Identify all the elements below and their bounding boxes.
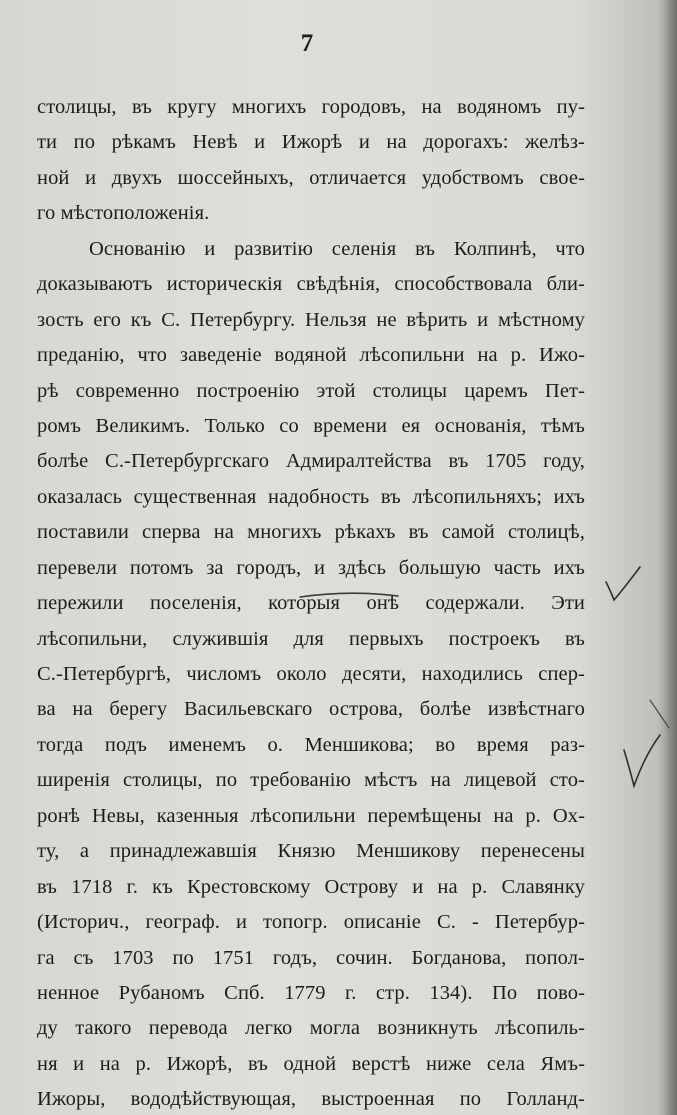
text-line: ту, а принадлежавшія Князю Меншикову перенесены [37, 840, 585, 863]
text-line: Ижоры, вододѣйствующая, выстроенная по Голланд- [37, 1088, 585, 1111]
text-line: поставили сперва на многихъ рѣкахъ въ самой столицѣ, [37, 521, 585, 544]
text-line: ня и на р. Ижорѣ, въ одной верстѣ ниже села Ямъ- [37, 1052, 585, 1075]
text-line: ненное Рубаномъ Спб. 1779 г. стр. 134). По пово- [37, 981, 585, 1004]
pencil-checkmark-icon [606, 567, 640, 600]
paragraph-start-line: Основанію и развитію селенія въ Колпинѣ, что [89, 237, 585, 260]
text-line: га съ 1703 по 1751 годъ, сочин. Богданова, попол- [37, 946, 585, 969]
body-text [37, 90, 585, 1115]
text-line: ду такого перевода легко могла возникнуть лѣсопиль- [37, 1017, 585, 1040]
text-line: рѣ современно построенію этой столицы царемъ Пет- [37, 379, 585, 402]
text-line: ширенія столицы, по требованію мѣстъ на лицевой сто- [37, 769, 585, 792]
page-edge-shadow [663, 0, 677, 1115]
text-line: ной и двухъ шоссейныхъ, отличается удобствомъ свое- [37, 166, 585, 189]
text-line-underlined-phrase: С.-Петербургѣ, числомъ около десяти, находились спер- [37, 663, 585, 685]
pencil-checkmark-icon [624, 735, 660, 786]
text-line: столицы, въ кругу многихъ городовъ, на водяномъ пу- [37, 96, 585, 118]
text-line: ронѣ Невы, казенныя лѣсопильни перемѣщены на р. Ох- [37, 804, 585, 827]
text-line: ти по рѣкамъ Невѣ и Ижорѣ и на дорогахъ: желѣз- [37, 131, 585, 154]
text-line: оказалась существенная надобность въ лѣсопильняхъ; ихъ [37, 485, 585, 508]
text-line: зость его къ С. Петербургу. Нельзя не вѣрить и мѣстному [37, 308, 585, 331]
text-line: го мѣстоположенія. [37, 202, 210, 225]
text-line: болѣе С.-Петербургскаго Адмиралтейства въ 1705 году, [37, 450, 585, 473]
text-line: ва на берегу Васильевскаго острова, болѣе извѣстнаго [37, 698, 585, 721]
text-line: ромъ Великимъ. Только со времени ея основанія, тѣмъ [37, 414, 585, 437]
text-line: перевели потомъ за городъ, и здѣсь большую часть ихъ [37, 556, 585, 579]
text-line: (Историч., географ. и топогр. описаніе С. - Петербур- [37, 911, 585, 934]
text-line: лѣсопильни, служившія для первыхъ построекъ въ [37, 627, 585, 650]
text-line: доказываютъ историческія свѣдѣнія, способствовала бли- [37, 273, 585, 296]
text-line: преданію, что заведеніе водяной лѣсопильни на р. Ижо- [37, 344, 585, 367]
page-number: 7 [300, 30, 314, 57]
text-line: въ 1718 г. къ Крестовскому Острову и на р. Славянку [37, 875, 585, 898]
text-line: тогда подъ именемъ о. Меншикова; во время раз- [37, 733, 585, 756]
text-line: пережили поселенія, которыя онѣ содержали. Эти [37, 592, 585, 615]
